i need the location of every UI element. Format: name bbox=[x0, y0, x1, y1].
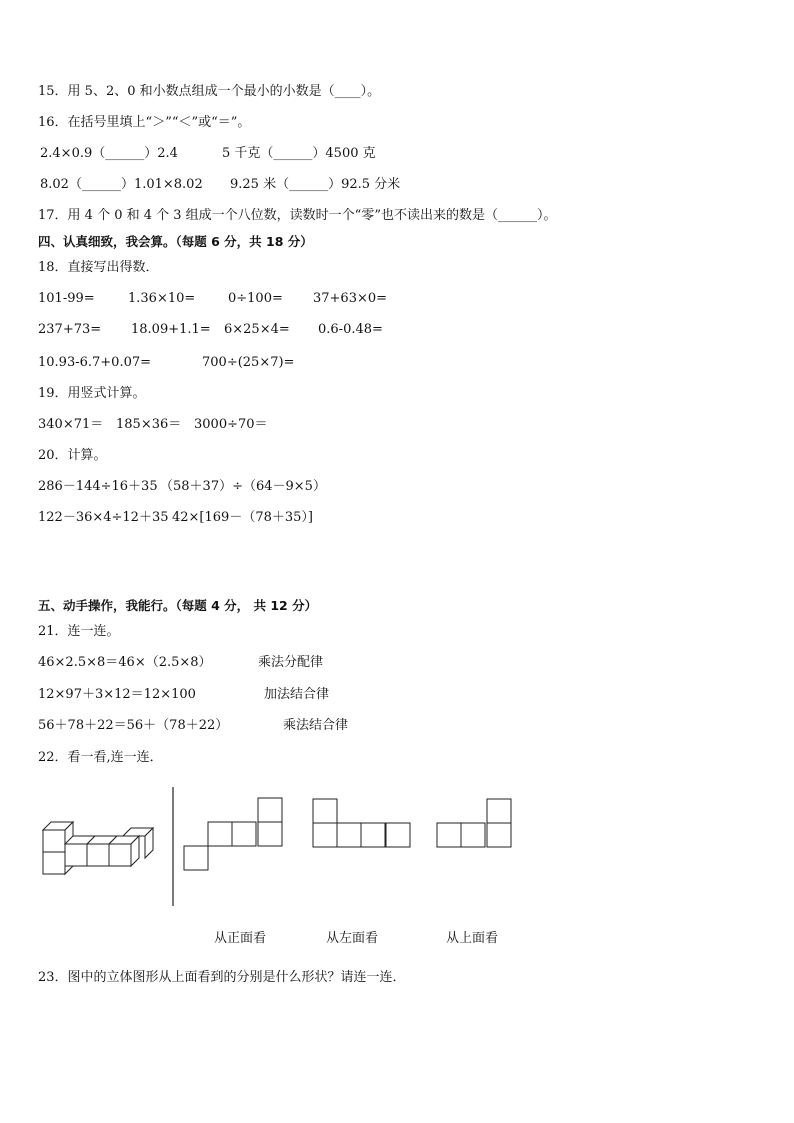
q16: 16．在括号里填上“＞”“＜”或“＝”。 bbox=[38, 115, 251, 130]
q20: 20．计算。 bbox=[38, 448, 107, 463]
q18-r3-c1: 10.93-6.7+0.07= bbox=[38, 355, 152, 370]
q18-r2-c1: 237+73= bbox=[38, 322, 102, 337]
q16-row1-b: 5 千克（______）4500 克 bbox=[222, 146, 376, 161]
q21: 21．连一连。 bbox=[38, 624, 120, 639]
q21-row3-right: 乘法结合律 bbox=[283, 718, 349, 733]
q20-r1-c2: （58＋37）÷（64－9×5） bbox=[160, 479, 326, 494]
view-figure-a bbox=[184, 798, 282, 870]
q18-r1-c1: 101-99= bbox=[38, 291, 95, 306]
q18-r2-c2: 18.09+1.1= bbox=[131, 322, 211, 337]
section-4-heading: 四、认真细致，我会算。（每题 6 分，共 18 分） bbox=[38, 234, 313, 249]
q21-row1-right: 乘法分配律 bbox=[258, 655, 324, 670]
q22: 22．看一看,连一连． bbox=[38, 750, 163, 765]
q21-row3-left: 56＋78＋22＝56＋（78＋22） bbox=[38, 718, 229, 733]
q17: 17．用 4 个 0 和 4 个 3 组成一个八位数，读数时一个“零”也不读出来的数是（______）。 bbox=[38, 208, 557, 223]
q20-r2-c2: 42×[169－（78＋35）] bbox=[172, 510, 313, 525]
view-figure-b bbox=[313, 799, 410, 847]
isometric-cube-figure bbox=[43, 822, 153, 874]
q15: 15．用 5、2、0 和小数点组成一个最小的小数是（____）。 bbox=[38, 84, 381, 99]
q19: 19．用竖式计算。 bbox=[38, 386, 146, 401]
q20-r2-c1: 122－36×4÷12＋35 bbox=[38, 510, 169, 525]
q18: 18．直接写出得数． bbox=[38, 260, 159, 275]
q18-r1-c2: 1.36×10= bbox=[128, 291, 196, 306]
q21-row1-left: 46×2.5×8＝46×（2.5×8） bbox=[38, 655, 212, 670]
q21-row2-right: 加法结合律 bbox=[264, 687, 330, 702]
q18-r2-c3: 6×25×4= bbox=[224, 322, 290, 337]
label-front-view: 从正面看 bbox=[214, 931, 267, 946]
q19-c2: 185×36＝ bbox=[116, 417, 182, 432]
q18-r1-c4: 37+63×0= bbox=[313, 291, 388, 306]
label-left-view: 从左面看 bbox=[326, 931, 379, 946]
q23: 23．图中的立体图形从上面看到的分别是什么形状？请连一连． bbox=[38, 970, 406, 985]
q18-r3-c2: 700÷(25×7)= bbox=[202, 355, 295, 370]
q16-row2-a: 8.02（______）1.01×8.02 bbox=[40, 177, 203, 192]
q20-r1-c1: 286－144÷16＋35 bbox=[38, 479, 158, 494]
label-top-view: 从上面看 bbox=[446, 931, 499, 946]
q18-r2-c4: 0.6-0.48= bbox=[318, 322, 383, 337]
q18-r1-c3: 0÷100= bbox=[228, 291, 283, 306]
q19-c3: 3000÷70＝ bbox=[194, 417, 268, 432]
section-5-heading: 五、动手操作，我能行。（每题 4 分， 共 12 分） bbox=[38, 598, 318, 613]
view-figure-c bbox=[437, 799, 511, 847]
q16-row1-a: 2.4×0.9（______）2.4 bbox=[40, 146, 178, 161]
q21-row2-left: 12×97＋3×12＝12×100 bbox=[38, 687, 196, 702]
q19-c1: 340×71＝ bbox=[38, 417, 104, 432]
q16-row2-b: 9.25 米（______）92.5 分米 bbox=[230, 177, 401, 192]
